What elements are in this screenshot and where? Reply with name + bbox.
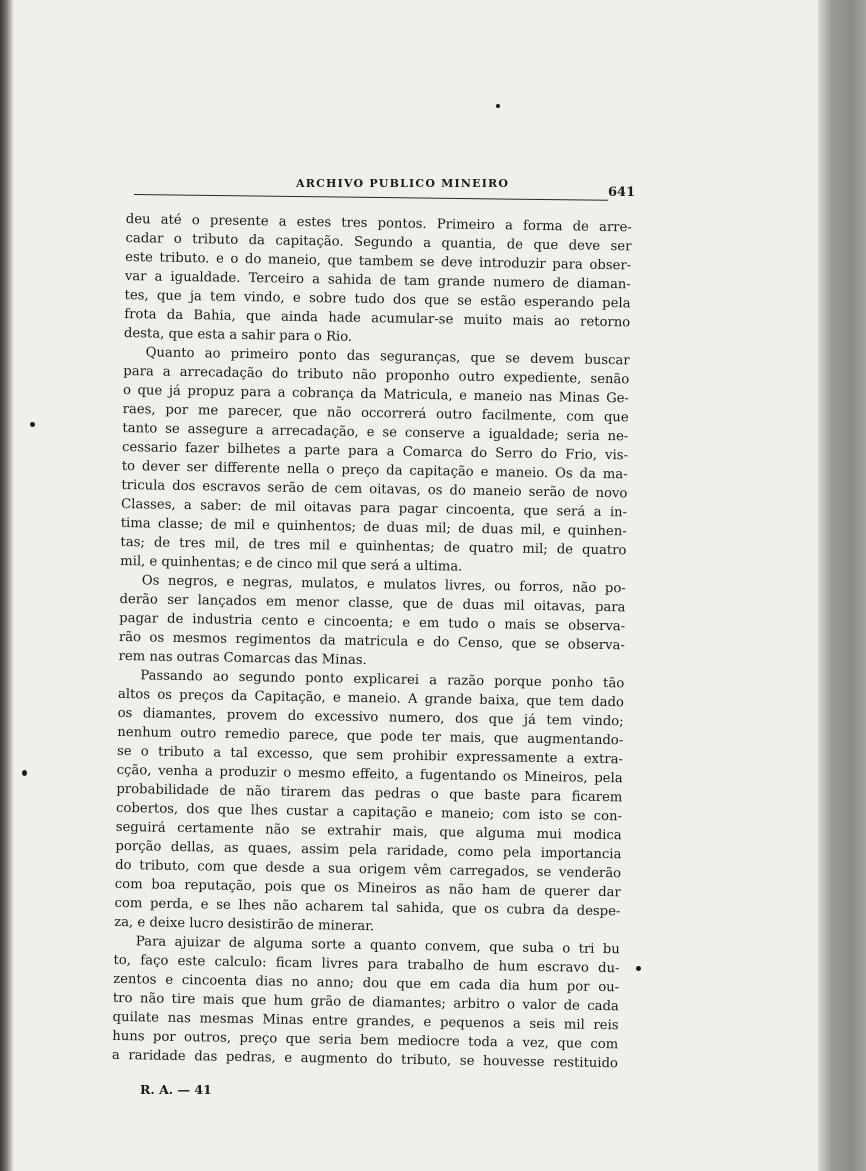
text-line: o que já propuz para a cobrança da Matricula, e maneio nas Minas Ge- — [122, 382, 630, 407]
text-line: com boa reputação, pois que os Mineiros as não ham de querer dar — [114, 876, 621, 901]
text-line: Os negros, e negras, mulatos, e mulatos livres, ou forros, não po- — [141, 573, 626, 597]
text-line: Quanto ao primeiro ponto das seguranças, que se devem buscar — [145, 345, 630, 369]
paragraph — [114, 666, 624, 940]
paragraph — [112, 932, 620, 1073]
text-line: tanto se assegure a arrecadação, e se conserve a igualdade; seria ne- — [122, 420, 629, 445]
text-line: cessario fazer bilhetes a parte para a Comarca do Serro do Frio, vis- — [121, 439, 629, 464]
text-line: Classes, a saber: de mil oitavas para pagar cincoenta, que será a in- — [120, 496, 628, 521]
text-line: derão ser lançados em menor classe, que de duas mil oitavas, para — [119, 591, 626, 616]
page-number: 641 — [608, 185, 636, 200]
paragraph — [118, 571, 626, 674]
paragraph — [120, 343, 630, 579]
text-line: cobertos, dos que lhes custar a capitação e maneio; com isto se con- — [115, 800, 623, 825]
text-line: huns por outros, preço que seria bem mediocre toda a vez, que com — [112, 1028, 619, 1053]
text-line: frota da Bahia, que ainda hade acumular-se muito mais ao retorno — [124, 306, 631, 331]
text-line: quilate nas mesmas Minas entre grandes, e pequenos a seis mil reis — [112, 1009, 619, 1034]
text-line: altos os preços da Capitação, e maneio. A grande baixa, que tem dado — [117, 686, 625, 711]
text-line: para a arrecadação do tributo não proponho outro expediente, senão — [123, 363, 630, 388]
header-rule — [134, 194, 608, 201]
text-line: os diamantes, provem do excessivo numero, dos que já tem vindo; — [117, 705, 624, 730]
ink-speck — [22, 770, 27, 776]
text-line: Passando ao segundo ponto explicarei a razão porque ponho tão — [140, 668, 625, 692]
text-line: zentos e cincoenta dias no anno; dou que em cada dia hum por ou- — [113, 971, 620, 996]
text-line: tas; de tres mil, de tres mil e quinhentas; de quatro mil; de quatro — [120, 534, 627, 559]
text-line: tro não tire mais que hum grão de diamantes; arbitro o valor de cada — [112, 990, 619, 1015]
text-line: nenhum outro remedio parece, que pode ter mais, que augmentando- — [117, 724, 624, 749]
text-line: raes, por me parecer, que não occorrerá outro facilmente, com que — [122, 401, 629, 426]
body-text — [112, 210, 632, 1073]
text-line: var a igualdade. Terceiro a sahida de tam grande numero de diaman- — [124, 268, 631, 293]
text-line: tricula dos escravos serão de cem oitavas, os do maneio serão de novo — [121, 477, 628, 502]
text-line: cção, venha a produzir o mesmo effeito, a fugentando os Mineiros, pela — [116, 762, 623, 787]
text-line: rão os mesmos regimentos da matricula e do Censo, que se observa- — [118, 629, 625, 654]
text-line: tes, que ja tem vindo, e sobre tudo dos que se estão esperando pela — [124, 287, 631, 312]
text-line: do tributo, com que desde a sua origem vêm carregados, se venderão — [115, 857, 622, 882]
paragraph — [124, 210, 632, 351]
ink-speck — [30, 422, 35, 427]
text-line: deu até o presente a estes tres pontos. Primeiro a forma de arre- — [125, 211, 632, 236]
text-line: mil, e quinhentas; e de cinco mil que será a ultima. — [120, 553, 463, 575]
text-line: to, faço este calculo: ficam livres para trabalho de hum escravo du- — [113, 952, 620, 977]
text-line: za, e deixe lucro desistirão de minerar. — [114, 914, 375, 935]
text-line: desta, que esta a sahir para o Rio. — [123, 325, 353, 345]
text-line: com perda, e se lhes não acharem tal sahida, que os cubra da despe- — [114, 895, 621, 920]
running-header: ARCHIVO PUBLICO MINEIRO — [296, 177, 510, 190]
ink-speck — [496, 104, 500, 108]
text-line: porção dellas, as quaes, assim pela raridade, como pela importancia — [115, 838, 622, 863]
text-line: cadar o tributo da capitação. Segundo a quantia, de que deve ser — [125, 230, 632, 255]
text-line: tima classe; de mil e quinhentos; de duas mil; de duas mil, e quinhen- — [120, 515, 627, 540]
text-line: se o tributo a tal excesso, que sem prohibir expressamente a extra- — [116, 743, 624, 768]
text-line: Para ajuizar de alguma sorte a quanto convem, que suba o tri bu — [135, 934, 620, 958]
text-line: to dever ser differente nella o preço da capitação e maneio. Os da ma- — [121, 458, 628, 483]
text-line: seguirá certamente não se extrahir mais, que alguma mui modica — [115, 819, 622, 844]
text-line: probabilidade de não tirarem das pedras o que baste para ficarem — [116, 781, 623, 806]
ink-speck — [636, 966, 641, 971]
signature-mark: R. A. — 41 — [140, 1082, 212, 1097]
text-line: rem nas outras Comarcas das Minas. — [118, 648, 367, 669]
text-line: pagar de industria cento e cincoenta; e em tudo o mais se observa- — [119, 610, 626, 635]
scan-margin-band — [818, 0, 866, 1171]
text-line: este tributo. e o do maneio, que tambem se deve introduzir para obser- — [125, 249, 632, 274]
text-line: a raridade das pedras, e augmento do tributo, se houvesse restituido — [111, 1047, 619, 1072]
